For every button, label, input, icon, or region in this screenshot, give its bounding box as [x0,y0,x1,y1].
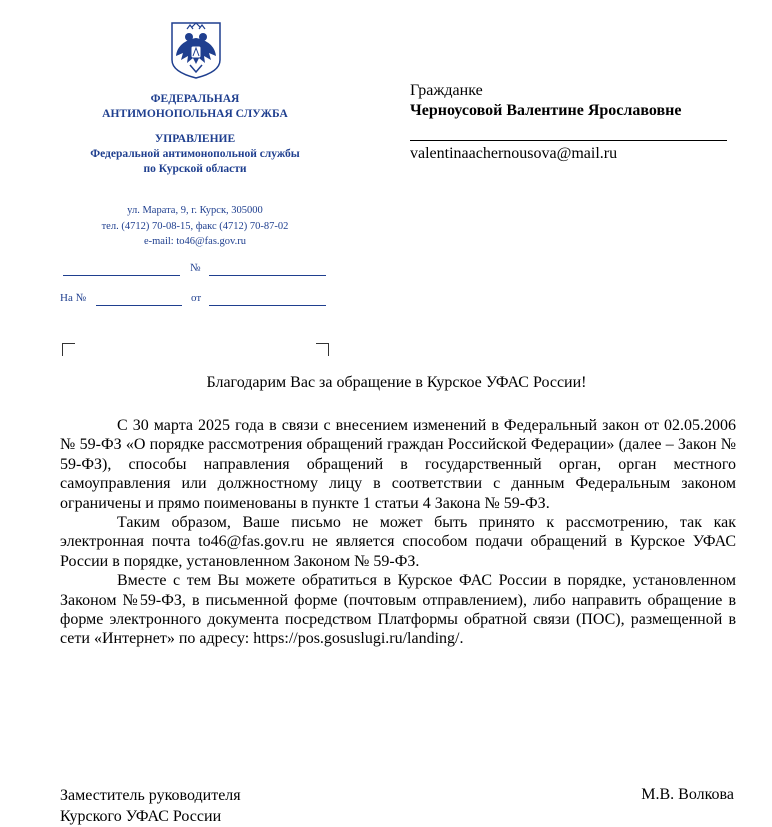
org-name [60,92,330,122]
coat-of-arms-icon [169,20,223,80]
number-label: № [190,262,201,274]
reply-date-label: от [191,292,201,304]
number-blank [209,275,326,276]
corner-mark-right [316,343,329,356]
signer-name: М.В. Волкова [641,786,734,804]
position-line-2: Курского УФАС России [60,807,241,827]
letter-body [60,416,736,649]
recipient-block [410,81,681,121]
recipient-email: valentinaachernousova@mail.ru [410,145,617,163]
org-line-1: ФЕДЕРАЛЬНАЯ [60,92,330,107]
reply-number-label: На № [60,292,86,304]
department-name [60,132,330,177]
recipient-divider [410,140,727,141]
contact-block [60,203,330,250]
paragraph: С 30 марта 2025 года в связи с внесением изменений в Федеральный закон от 02.05.2006 № 59-ФЗ «О порядке рассмотрения обращений граждан Российской Федерации» (далее – Закон № 59-ФЗ), способы направления обращений в государственный орган, орган местного самоуправления или должностному лицу в соответствии с данным Федеральным законом ограничены и прямо поименованы в пункте 1 статьи 4 Закона № 59-ФЗ. [60,416,736,513]
dept-line-2: Федеральной антимонопольной службы [60,147,330,162]
reply-number-blank [96,305,182,306]
position-line-1: Заместитель руководителя [60,786,241,807]
postal-address: ул. Марата, 9, г. Курск, 305000 [60,203,330,219]
letter-heading: Благодарим Вас за обращение в Курское УФАС России! [60,374,733,392]
letterhead-email: e-mail: to46@fas.gov.ru [60,234,330,250]
date-blank [63,275,180,276]
recipient-name: Черноусовой Валентине Ярославовне [410,101,681,121]
dept-line-3: по Курской области [60,162,330,177]
paragraph: Вместе с тем Вы можете обратиться в Курское ФАС России в порядке, установленном Законом №59-ФЗ, в письменной форме (почтовым отправлением), либо направить обращение в форме электронного документа посредством Платформы обратной связи (ПОС), размещенной в сети «Интернет» по адресу: https://pos.gosuslugi.ru/landing/. [60,571,736,649]
phone-fax: тел. (4712) 70-08-15, факс (4712) 70-87-02 [60,219,330,235]
signer-position [60,786,241,827]
dept-line-1: УПРАВЛЕНИЕ [60,132,330,147]
reply-date-blank [209,305,326,306]
corner-mark-left [62,343,75,356]
recipient-salutation: Гражданке [410,81,681,101]
org-line-2: АНТИМОНОПОЛЬНАЯ СЛУЖБА [60,107,330,122]
paragraph: Таким образом, Ваше письмо не может быть принято к рассмотрению, так как электронная почта to46@fas.gov.ru не является способом подачи обращений в Курское УФАС России в порядке, установленном Законом № 59-ФЗ. [60,513,736,571]
